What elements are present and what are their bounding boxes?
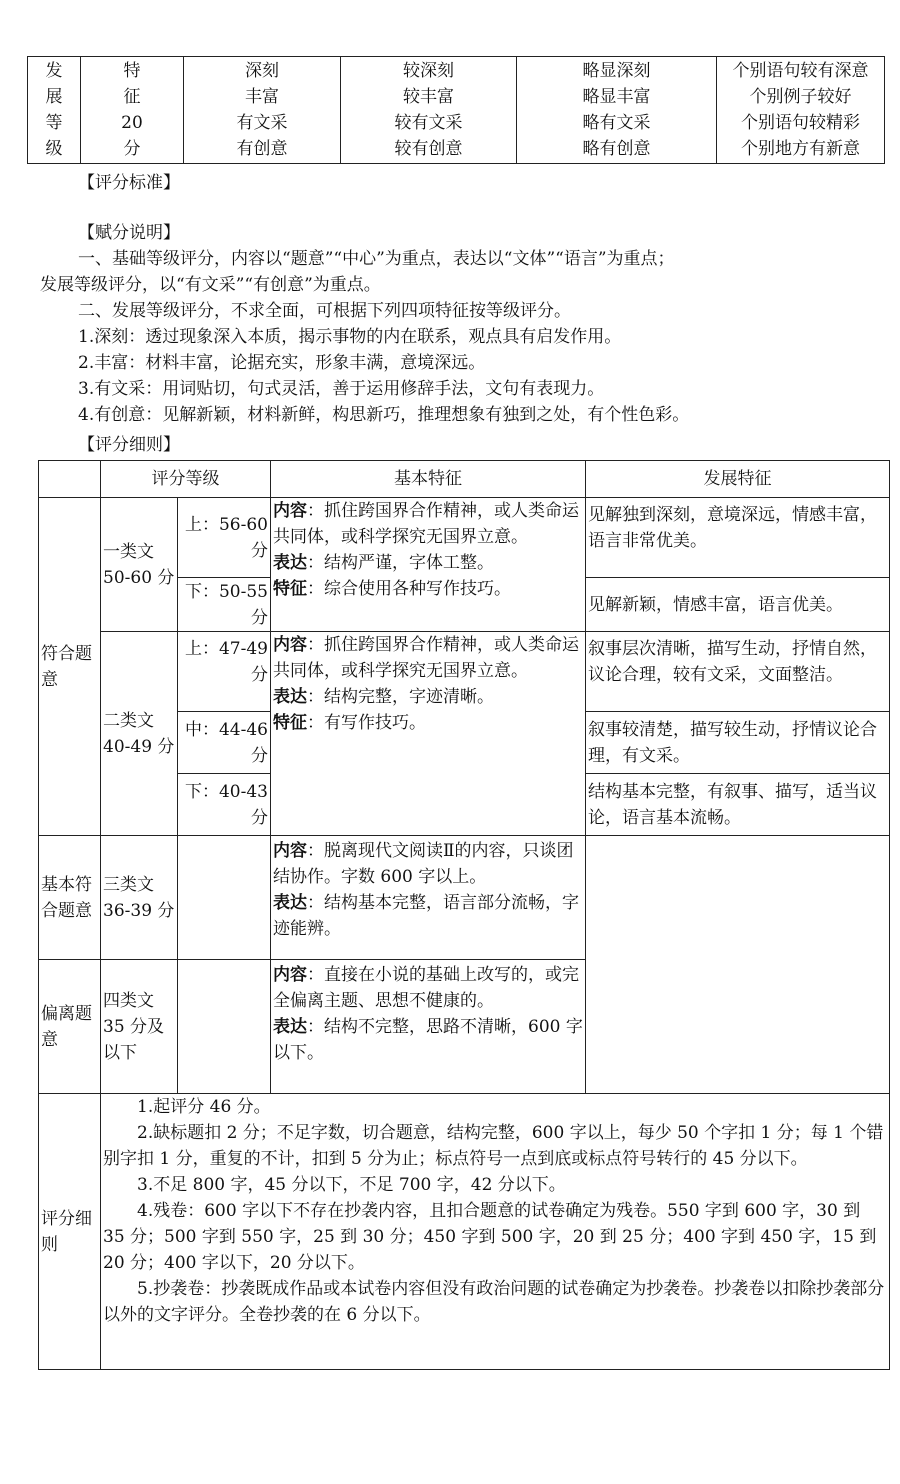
feature-points-cell [81, 57, 184, 164]
class1-upper-range: 上：56-60 分 [178, 498, 271, 578]
class2-dev-middle: 叙事较清楚，描写较生动，抒情议论合理，有文采。 [586, 712, 890, 774]
grade-item: 个别例子较好 [749, 87, 852, 107]
feature-item-4: 4.有创意：见解新颖，材料新鲜，构思新巧，推理想象有独到之处，有个性色彩。 [78, 405, 690, 425]
class4-expression: ：结构不完整，思路不清晰，600 字以下。 [273, 1017, 583, 1063]
class4-label: 四类文 35 分及以下 [101, 960, 178, 1094]
expression-label: 表达 [273, 553, 307, 573]
class2-dev-upper: 叙事层次清晰，描写生动，抒情自然，议论合理，较有文采，文面整洁。 [586, 632, 890, 712]
grade-item: 略有文采 [582, 113, 651, 133]
class1-label: 一类文 50-60 分 [101, 498, 178, 632]
content-label: 内容 [273, 501, 307, 521]
feature-label-line: 20 [121, 113, 143, 133]
class3-expression: ：结构基本完整，语言部分流畅，字迹能辨。 [273, 893, 579, 939]
grade-item: 略有创意 [582, 139, 651, 159]
header-grade: 评分等级 [101, 461, 271, 498]
class3-label: 三类文 36-39 分 [101, 836, 178, 960]
rubric-header-row [39, 461, 890, 498]
class4-content: ：直接在小说的基础上改写的，或完全偏离主题、思想不健康的。 [273, 965, 579, 1011]
scoring-note-4: 4.残卷：600 字以下不存在抄袭内容，且扣合题意的试卷确定为残卷。550 字到 600 字，30 到 35 分；500 字到 550 字，25 到 30 分；450 字到 500 字，20 到 25 分；400 字到 450 字，15 到 20 分；400 字以下，20 分以下。 [103, 1201, 877, 1273]
fit-topic-label: 符合题意 [39, 498, 101, 836]
feature-item-1: 1.深刻：透过现象深入本质，揭示事物的内在联系，观点具有启发作用。 [78, 327, 622, 347]
header-development-features: 发展特征 [586, 461, 890, 498]
grade-item: 个别语句较有深意 [732, 61, 869, 81]
expression-label: 表达 [273, 687, 307, 707]
scoring-note-5: 5.抄袭卷：抄袭既成作品或本试卷内容但没有政治问题的试卷确定为抄袭卷。抄袭卷以扣除抄袭部分以外的文字评分。全卷抄袭的在 6 分以下。 [103, 1279, 885, 1325]
heading-scoring-details: 【评分细则】 [78, 435, 180, 455]
class3-row [39, 836, 890, 960]
class1-content: ：抓住跨国界合作精神，或人类命运共同体，或科学探究无国界立意。 [273, 501, 579, 547]
grade-item: 较丰富 [403, 87, 454, 107]
feature-label-line: 分 [123, 139, 141, 159]
class3-basic-features [271, 836, 586, 960]
class3-content: ：脱离现代文阅读Ⅱ的内容，只谈团结协作。字数 600 字以上。 [273, 841, 574, 887]
scoring-note-2: 2.缺标题扣 2 分；不足字数，切合题意，结构完整，600 字以上，每少 50 个字扣 1 分；每 1 个错别字扣 1 分，重复的不计，扣到 5 分为止；标点符号一点到底或标点符号转行的 45 分以下。 [103, 1123, 884, 1169]
grade-item: 较有创意 [394, 139, 463, 159]
grade-column-4 [717, 57, 885, 164]
grade-item: 较有文采 [394, 113, 463, 133]
grade-item: 略显深刻 [582, 61, 651, 81]
class1-expression: ：结构严谨，字体工整。 [307, 553, 494, 573]
feature-label-line: 特 [123, 61, 141, 81]
scoring-note-3: 3.不足 800 字，45 分以下，不足 700 字，42 分以下。 [137, 1175, 566, 1195]
feature-item-3: 3.有文采：用词贴切，句式灵活，善于运用修辞手法，文句有表现力。 [78, 379, 605, 399]
class1-basic-features [271, 498, 586, 632]
class2-dev-lower: 结构基本完整，有叙事、描写，适当议论，语言基本流畅。 [586, 774, 890, 836]
class1-lower-range: 下：50-55 分 [178, 578, 271, 632]
class2-middle-range: 中：44-46 分 [178, 712, 271, 774]
header-basic-features: 基本特征 [271, 461, 586, 498]
feature-item-2: 2.丰富：材料丰富，论据充实，形象丰满，意境深远。 [78, 353, 486, 373]
grade-item: 深刻 [245, 61, 279, 81]
grade-item: 有文采 [236, 113, 288, 133]
explanation-paragraph-1-line-2: 发展等级评分，以“有文采”“有创意”为重点。 [40, 275, 381, 295]
grade-item: 略显丰富 [582, 87, 651, 107]
scoring-note-1: 1.起评分 46 分。 [137, 1097, 271, 1117]
grade-column-3 [517, 57, 717, 164]
class1-dev-upper: 见解独到深刻，意境深远，情感丰富，语言非常优美。 [586, 498, 890, 578]
explanation-paragraph-2: 二、发展等级评分，不求全面，可根据下列四项特征按等级评分。 [78, 301, 571, 321]
class4-basic-features [271, 960, 586, 1094]
content-label: 内容 [273, 965, 307, 985]
development-grade-table [27, 56, 885, 164]
rubric-header-blank [39, 461, 101, 498]
class2-content: ：抓住跨国界合作精神，或人类命运共同体，或科学探究无国界立意。 [273, 635, 579, 681]
class2-expression: ：结构完整，字迹清晰。 [307, 687, 494, 707]
grade-column-2 [341, 57, 517, 164]
scoring-notes-row [39, 1094, 890, 1370]
grade-item: 个别地方有新意 [741, 139, 860, 159]
class2-upper-range: 上：47-49 分 [178, 632, 271, 712]
scoring-notes-label: 评分细则 [39, 1094, 101, 1370]
content-label: 内容 [273, 635, 307, 655]
heading-scoring-standard: 【评分标准】 [78, 173, 180, 193]
class2-label: 二类文 40-49 分 [101, 632, 178, 836]
expression-label: 表达 [273, 893, 307, 913]
feature-label: 特征 [273, 713, 307, 733]
class3-range-blank [178, 836, 271, 960]
class1-feature: ：综合使用各种写作技巧。 [307, 579, 511, 599]
scoring-notes [101, 1094, 890, 1370]
expression-label: 表达 [273, 1017, 307, 1037]
class2-basic-features [271, 632, 586, 836]
content-label: 内容 [273, 841, 307, 861]
grade-column-1 [184, 57, 341, 164]
basic-fit-topic-label: 基本符合题意 [39, 836, 101, 960]
feature-label-line: 征 [123, 87, 141, 107]
grade-item: 较深刻 [403, 61, 454, 81]
scoring-rubric-table [38, 460, 890, 1370]
class2-feature: ：有写作技巧。 [307, 713, 426, 733]
class1-dev-lower: 见解新颖，情感丰富，语言优美。 [586, 578, 890, 632]
grade-item: 个别语句较精彩 [741, 113, 860, 133]
development-grade-label: 发展等级 [28, 57, 81, 164]
explanation-paragraph-1-line-1: 一、基础等级评分，内容以“题意”“中心”为重点，表达以“文体”“语言”为重点； [78, 249, 675, 269]
grade-item: 丰富 [245, 87, 279, 107]
heading-score-explanation: 【赋分说明】 [78, 223, 180, 243]
class4-range-blank [178, 960, 271, 1094]
deviate-topic-label: 偏离题意 [39, 960, 101, 1094]
grade-item: 有创意 [236, 139, 288, 159]
class2-lower-range: 下：40-43 分 [178, 774, 271, 836]
feature-label: 特征 [273, 579, 307, 599]
class3-4-dev-blank [586, 836, 890, 1094]
class1-upper-row [39, 498, 890, 578]
class2-upper-row [39, 632, 890, 712]
